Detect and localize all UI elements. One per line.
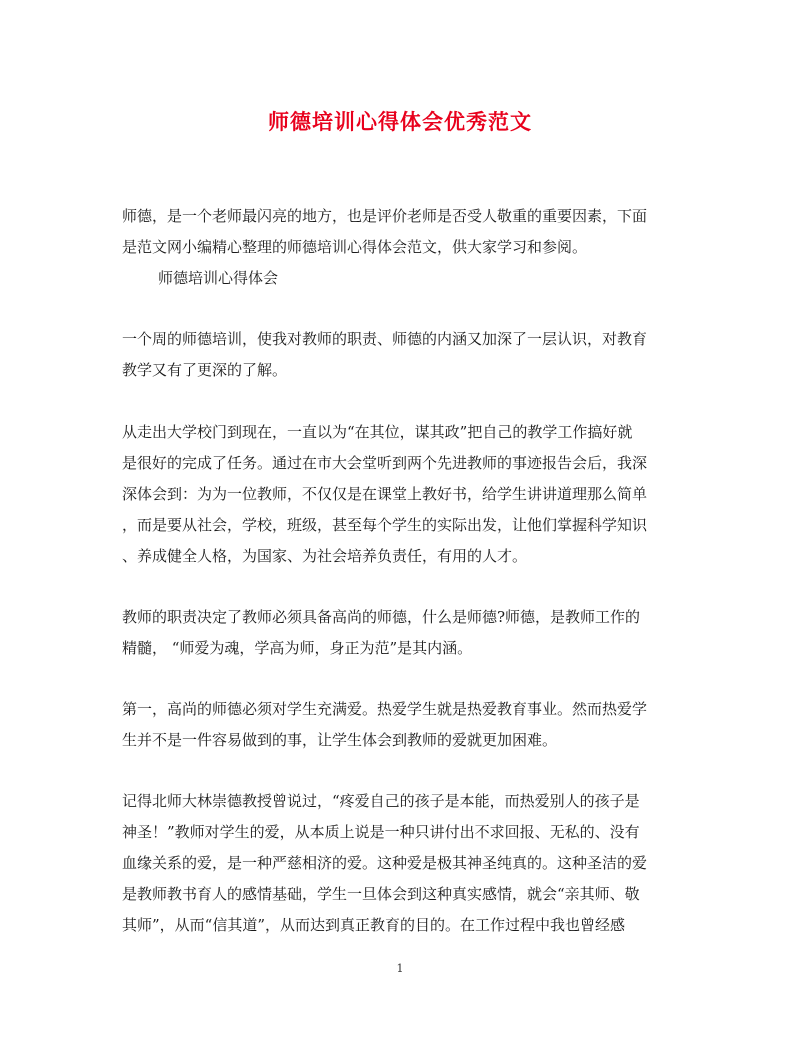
text-line: 从走出大学校门到现在，一直以为“在其位，谋其政”把自己的教学工作搞好就 <box>122 423 633 441</box>
text-line: 其师”，从而“信其道”，从而达到真正教育的目的。在工作过程中我也曾经感 <box>122 916 626 934</box>
paragraph-quote <box>122 786 678 941</box>
text-line: 生并不是一件容易做到的事，让学生体会到教师的爱就更加困难。 <box>122 731 558 749</box>
text-line: 记得北师大林崇德教授曾说过，“疼爱自己的孩子是本能，而热爱别人的孩子是 <box>122 792 640 810</box>
section-subheading: 师德培训心得体会 <box>158 269 279 287</box>
text-line: 、养成健全人格，为国家、为社会培养负责任，有用的人才。 <box>122 547 528 565</box>
page-number: 1 <box>396 962 404 975</box>
text-line: 是很好的完成了任务。通过在市大会堂听到两个先进教师的事迹报告会后，我深 <box>122 454 648 472</box>
text-line: 一个周的师德培训，使我对教师的职责、师德的内涵又加深了一层认识，对教育 <box>122 330 648 348</box>
text-line: 师德，是一个老师最闪亮的地方，也是评价老师是否受人敬重的重要因素，下面 <box>122 207 648 225</box>
paragraph-training <box>122 324 678 386</box>
paragraph-intro <box>122 201 678 263</box>
paragraph-first-point <box>122 694 678 756</box>
text-line: 深体会到：为为一位教师，不仅仅是在课堂上教好书，给学生讲讲道理那么简单 <box>122 485 648 503</box>
text-line: 精髓， “师爱为魂，学高为师，身正为范”是其内涵。 <box>122 639 473 657</box>
paragraph-subheading <box>122 263 678 294</box>
text-line: 教师的职责决定了教师必须具备高尚的师德，什么是师德?师德，是教师工作的 <box>122 608 641 626</box>
paragraph-experience <box>122 417 678 572</box>
paragraph-duty <box>122 602 678 664</box>
text-line: 是范文网小编精心整理的师德培训心得体会范文，供大家学习和参阅。 <box>122 238 588 256</box>
document-title: 师德培训心得体会优秀范文 <box>268 109 532 134</box>
text-line: 血缘关系的爱，是一种严慈相济的爱。这种爱是极其神圣纯真的。这种圣洁的爱 <box>122 854 648 872</box>
text-line: 教学又有了更深的了解。 <box>122 361 288 379</box>
text-line: 是教师教书育人的感情基础，学生一旦体会到这种真实感情，就会“亲其师、敬 <box>122 885 640 903</box>
text-line: 第一，高尚的师德必须对学生充满爱。热爱学生就是热爱教育事业。然而热爱学 <box>122 700 648 718</box>
text-line: ，而是要从社会，学校，班级，甚至每个学生的实际出发，让他们掌握科学知识 <box>122 516 648 534</box>
text-line: 神圣！”教师对学生的爱，从本质上说是一种只讲付出不求回报、无私的、没有 <box>122 823 640 841</box>
